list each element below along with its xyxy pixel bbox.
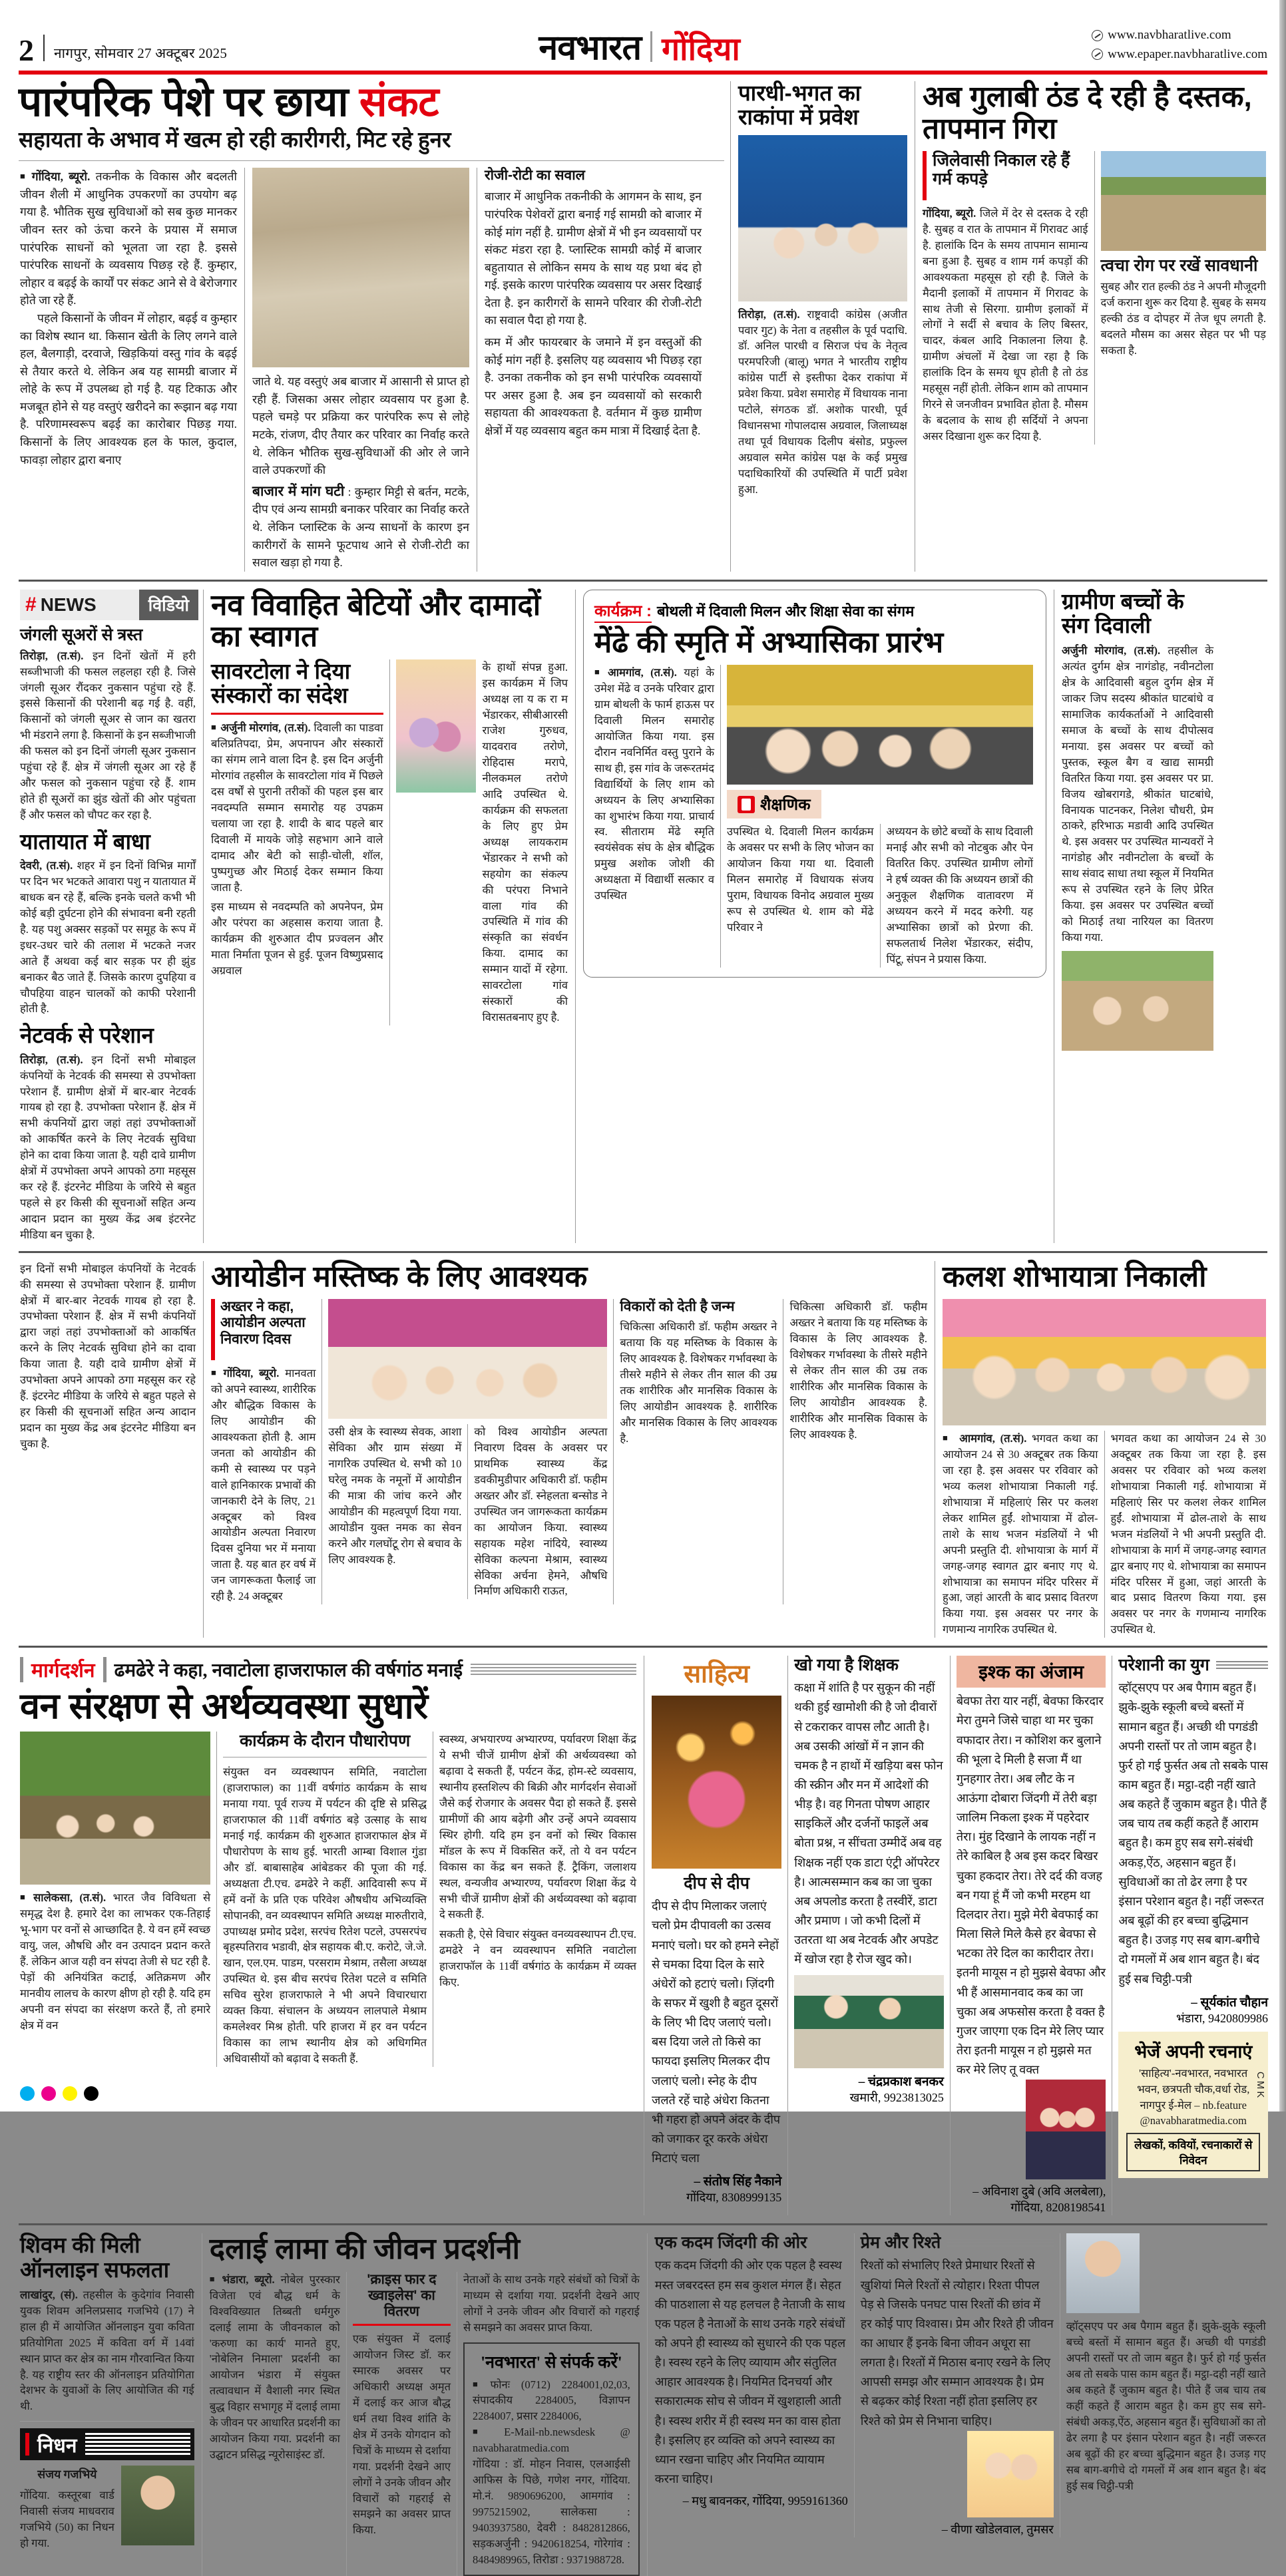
page-number: 2 bbox=[19, 33, 34, 67]
cmyk-label: CMK bbox=[1255, 2071, 1266, 2100]
politics-body: राष्ट्रवादी कांग्रेस (अजीत पवार गुट) के नेता व तहसील के पूर्व पदाधि. डॉ. अनिल पारधी व सिराज पंच के नेतृत्व परमपरिजी (बालू) भगत ने भारतीय राष्ट्रीय कांग्रेस पार्टी से इस्तीफा देकर राकांपा में प्रवेश किया. प्रवेश समारोह में विधायक नाना पटोले, संगठक डॉ. अशोक पारधी, पूर्व विधानसभा गोपालदास अग्रवाल, जिलाध्यक्ष तथा पूर्व विधायक दिलीप बंसोड, प्रफुल्ल अग्रवाल समेत कांग्रेस पक्ष के कई प्रमुख पदाधिकारियों की उपस्थिति में पार्टी प्रवेश हुआ. bbox=[738, 307, 907, 496]
politics-photo bbox=[738, 135, 907, 301]
nidhan-portrait bbox=[121, 2466, 194, 2545]
hash-icon: # bbox=[25, 593, 37, 616]
forest-subhead: कार्यक्रम के दौरान पौधारोपण bbox=[239, 1732, 411, 1751]
lama-body-2: एक संयुक्त में दलाई आयोजन जिस्ट डॉ. कर स्मारक अवसर पर अधिकारी अध्यक्ष अमृत में दलाई कर आज बौद्ध धर्म तथा विश्व शांति के क्षेत्र में उनके योगदान को चित्रों के माध्यम से दर्शाया गया. प्रदर्शनी देखने आए लोगों ने उनके जीवन और विचारों को गहराई से समझने का अवसर प्राप्त किया. bbox=[352, 2332, 451, 2537]
lama-sidehead: 'क्राइस फार द ख्वाइलेस' का वितरण bbox=[367, 2271, 437, 2320]
iodine-col-2 bbox=[328, 1299, 607, 1604]
lead-sub3-body: बाजार में आधुनिक तकनीकी के आगमन के साथ, इन पारंपरिक पेशेवरों द्वारा बनाई गई सामग्री को बाजार में कोई मांग नहीं है. ग्रामीण क्षेत्रों में भी इन व्यवसायों पर संकट मंडरा रहा है. प्लास्टिक सामग्री कोई में बाजार बहुतायात से लोकिन समय के साथ यह प्रथा बंद हो गई. इसके कारण पारंपरिक व्यवसाय पर असर दिखाई देता है. इन कारीगरों के सामने परिवार की रोजी-रोटी का सवाल पैदा हो गया है. bbox=[485, 190, 702, 327]
network-body: इन दिनों सभी मोबाइल कंपनियों के नेटवर्क की समस्या से उपभोक्ता परेशान हैं. ग्रामीण क्षेत्रों में बार-बार नेटवर्क गायब हो रहा है. उपभोक्ता परेशान हैं. क्षेत्र में सभी कंपनियों द्वारा जहां तहां उपभोक्ताओं को आकर्षित करने के लिए नेटवर्क सुविधा होने का दावा किया जाता है. यही दावे ग्रामीण क्षेत्रों में उपभोक्ता अपने आपको ठगा महसूस कर रहे हैं. इंटरनेट मीडिया के जरिये से बहुत पहले से हर किसी की सूचनाओं सहित अन्य आदान प्रदान का मुख्य केंद्र अब इंटरनेट मीडिया बन चुका है. bbox=[20, 1053, 196, 1241]
lead-sub3-head: रोजी-रोटी का सवाल bbox=[485, 168, 585, 184]
politics-dateline: तिरोड़ा, (त.सं). bbox=[738, 307, 800, 321]
news-badge-label: NEWS bbox=[40, 594, 97, 615]
traffic-body: शहर में इन दिनों विभिन्न मार्गों पर दिन भर भटकते आवारा पशु न यातायात में बाधक बन रहे हैं, बल्कि इनके चलते कभी भी कोई बड़ी दुर्घटना होने की संभावना बनी रहती है. यह पशु अक्सर सड़कों पर समूह के रूप में इधर-उधर चारे की तलाश में भटकते नजर आते हैं अथवा कई बार सड़क पर ही झुंड बनाकर बैठ जाते हैं. जिसके कारण दुपहिया व चौपहिया वाहन चालकों को काफी परेशानी होती है. bbox=[20, 859, 196, 1015]
kalash-headline: कलश शोभायात्रा निकाली bbox=[943, 1260, 1207, 1293]
bothli-body-3: अध्ययन के छोटे बच्चों के साथ दिवाली मनाई और सभी को नोटबुक और पेन वितरित किए. उपस्थित ग्रामीण लोगों ने हर्ष व्यक्त की कि अध्ययन छात्रों की अनुकूल शैक्षणिक वातावरण में अध्ययन करने में मदद करेगी. यह अभ्यासिका छात्रों को प्रेरणा की. सफलतार्थ निलेश भेंडारकर, संदीप, पिंटू, संपन ने प्रयास किया. bbox=[886, 825, 1033, 966]
lama-red-rule bbox=[353, 2324, 451, 2326]
globe-icon bbox=[1092, 49, 1103, 60]
lead-sub2-head: बाजार में मांग घटी bbox=[252, 483, 345, 499]
sahitya-logo: साहित्य bbox=[684, 1660, 750, 1689]
bothli-event-photo bbox=[727, 665, 1033, 785]
brand-separator bbox=[650, 31, 652, 62]
wedding-photo bbox=[396, 659, 476, 793]
nidhan-header bbox=[20, 2428, 194, 2460]
brand-name: नवभारत bbox=[538, 29, 642, 68]
wedding-headline: नव विवाहित बेटियों और दामादों का स्वागत bbox=[211, 588, 541, 653]
sahitya-col-2 bbox=[794, 1656, 944, 2215]
weather-body-2: सुबह और रात हल्की ठंड ने अपनी मौजूदगी दर्ज कराना शुरू कर दिया है. सुबह के समय हल्की ठंड व दोपहर में तेज धूप लगती है. बदलते मौसम का असर सेहत पर भी पड़ सकता है. bbox=[1100, 280, 1266, 357]
wedding-col-1 bbox=[211, 659, 383, 1025]
weather-body-1: जिले में देर से दस्तक दे रही है. सुबह व रात के तापमान में गिरावट आई है. हालांकि दिन के समय तापमान सामान्य बना हुआ है. सुबह व शाम गर्म कपड़ों की आवश्यकता महसूस हो रही है. जिले के मैदानी इलाकों में तापमान में गिरावट के साथ तेजी से सिरगा. ग्रामीण इलाकों में लोगों ने सर्दी से बचाव के लिए बिस्तर, चादर, कंबल आदि निकालना लिया है. ग्रामीण अंचलों में देखा जा रहा है कि हालांकि दिन के समय धूप होती है तो ठंड महसूस नहीं होती. लेकिन शाम को तापमान गिरने से जनजीवन प्रभावित होता है. मौसम के बदलाव के साथ ही सर्दियों ने अपना असर दिखाना शुरू कर दिया है. bbox=[923, 207, 1088, 443]
wedding-col3-text: के हाथों संपन्न हुआ. इस कार्यक्रम में जिप अध्यक्ष ला य क रा म भेंडारकर, सीबीआरसी राजेश गुरुधव, यादवराव तरोणे, रोहिदास मरापे, नीलकमल तरोणे आदि उपस्थित थे. कार्यक्रम की सफलता के लिए हुए प्रेम अध्यक्ष लायकराम भेंडारकर ने सभी को सहयोग का संकल्प की परंपरा निभाने वाला गांव की उपस्थिति में गांव की संस्कृति का संवर्धन किया. दामाद का सम्मान यादों में रहेगा. सावरटोला गांव संस्कारों की विरासतबनाए हुए है. bbox=[482, 660, 568, 1024]
kalash-body: भगवत कथा का आयोजन 24 से 30 अक्टूबर तक किया जा रहा है. इस अवसर पर रविवार को भव्य कलश शोभायात्रा निकाली गई. शोभायात्रा में महिलाएं सिर पर कलश लेकर शामिल हुईं. शोभायात्रा में ढोल-ताशे के साथ भजन मंडलियों ने भी अपनी प्रस्तुति दी. शोभायात्रा के मार्ग में जगह-जगह स्वागत द्वार बनाए गए थे. शोभायात्रा का समापन मंदिर परिसर में हुआ, जहां आरती के बाद प्रसाद वितरण किया गया. इस अवसर पर नगर के गणमान्य नागरिक उपस्थित थे. bbox=[943, 1432, 1098, 1636]
masthead-dateline: नागपुर, सोमवार 27 अक्टूबर 2025 bbox=[54, 45, 228, 61]
ek-kadam-author: – मधु बावनकर, गोंदिया, 9959161360 bbox=[682, 2494, 848, 2508]
boar-headline: जंगली सूअरों से त्रस्त bbox=[20, 625, 143, 644]
cyan-dot bbox=[20, 2086, 35, 2101]
masthead-left bbox=[19, 33, 228, 67]
wedding-red-rule bbox=[211, 713, 383, 715]
deep-title: दीप से दीप bbox=[684, 1874, 750, 1893]
masthead-red-rule bbox=[19, 71, 1267, 75]
teacher-place: खमारी, 9923813025 bbox=[849, 2090, 944, 2104]
shivam-body: तहसील के कुदेगांव निवासी युवक शिवम अनिलप्रसाद गजभिये (17) ने हाल ही में आयोजित ऑनलाइन युवा कविता प्रतियोगिता 2025 में कविता वर्ग में 14वां स्थान प्राप्त कर क्षेत्र का नाम गौरवान्वित किया है. यह राष्ट्रीय स्तर की ऑनलाइन प्रतियोगिता देशभर के युवाओं के लिए आयोजित की गई थी. bbox=[20, 2288, 194, 2413]
bothli-dateline: आमगांव, (त.सं). bbox=[608, 666, 677, 679]
rural-diwali-headline: ग्रामीण बच्चों के संग दिवाली bbox=[1062, 588, 1184, 638]
iodine-body-2: को विश्व आयोडीन अल्पता निवारण दिवस के अवसर पर प्राथमिक स्वास्थ्य केंद्र डवकीमुडीपार अधिकारी डॉ. फहीम अख्तर और डॉ. स्नेहलता बन्सोड ने उपस्थित जन जागरूकता कार्यक्रम का आयोजन किया. स्वास्थ्य सहायक महेश नांदिये, स्वास्थ्य सेविका कल्पना मेश्राम, स्वास्थ्य सेविका अर्चना हेमने, औषधि निर्माण अधिकारी राऊत, bbox=[474, 1425, 608, 1598]
lead-col3-tail: कम में और फायरबार के जमाने में इन वस्तुओं की कोई मांग नहीं है. इसलिए यह व्यवसाय भी पिछड़ रहा है. उनका तकनीक को इन सभी पारंपरिक व्यवसायों पर असर हुआ है. अब इन व्यवसायों को सरकारी सहायता की आवश्यकता है. वर्तमान में कुछ ग्रामीण क्षेत्रों में यह व्यवसाय बहुत कम मात्रा में दिखाई देता है. bbox=[485, 335, 702, 438]
iodine-col-3 bbox=[620, 1299, 777, 1604]
send-note: लेखकों, कवियों, रचनाकारों से निवेदन bbox=[1126, 2133, 1260, 2171]
iodine-dateline: गोंदिया, ब्यूरो. bbox=[223, 1367, 280, 1380]
weather-col-1 bbox=[923, 151, 1088, 445]
bothli-tag: कार्यक्रम : bbox=[594, 600, 652, 623]
deep-body: दीप से दीप मिलाकर जलाएं चलो प्रेम दीपावली का उत्सव मनाएं चलो। घर को हमने स्नेहों से चमका दिया दिल के सारे अंधेरों को हटाएं चलो। ज़िंदगी के सफर में खुशी है बहुत दूसरों के लिए भी दिए जलाएं चलो। बस दिया जले तो किसे का फायदा इसलिए मिलकर दीप जलाएं चलो। स्नेह के दीप जलते रहें चाहे अंधेरा कितना भी गहरा हो अपने अंदर के दीप को जगाकर दूर करके अंधेरा मिटाएं चला bbox=[652, 1899, 781, 2165]
nidhan-title: निधन bbox=[37, 2434, 77, 2457]
iodine-body-1: मानवता को अपने स्वास्थ्य, शारीरिक और बौद्धिक विकास के लिए आयोडीन की आवश्यकता होती है. आम जनता को आयोडीन की कमी से स्वास्थ्य पर पड़ने वाले हानिकारक प्रभावों की जानकारी देने के लिए, 21 अक्टूबर को विश्व आयोडीन अल्पता निवारण दिवस दुनिया भर में मनाया जाता है. यह बात हर वर्ष में जन जागरूकता फैलाई जा रही है. 24 अक्टूबर bbox=[211, 1367, 316, 1603]
lama-headline: दलाई लामा की जीवन प्रदर्शनी bbox=[209, 2233, 521, 2266]
masthead bbox=[19, 0, 1267, 68]
lead-byline: गोंदिया, ब्यूरो. bbox=[31, 170, 91, 184]
fifth-section bbox=[19, 2233, 1267, 2575]
deep-author: – संतोष सिंह नैकाने bbox=[694, 2175, 782, 2189]
rural-diwali-body: तहसील के अत्यंत दुर्गम क्षेत्र नागंडोह, नवीनटोला क्षेत्र के आदिवासी बहुल दुर्गम क्षेत्र में जाकर जिप सदस्य श्रीकांत घाटबांधे व सामाजिक कार्यकर्ताओं ने आदिवासी समाज के बच्चों के साथ दीपोत्सव मनाया. इस अवसर पर बच्चों को पुस्तक, स्कूल बैग व खाद्य सामग्री वितरित किया गया. इस अवसर पर प्रा. विजय खोबरागडे, श्रीकांत घाटबांधे, विनायक पाटनकर, निलेश चौधरी, प्रेम ठाकरे, हरिभाऊ मडावी आदि उपस्थित थे. इस अवसर पर उपस्थित मान्यवरों ने नागंडोह और नवीनटोला के बच्चों के साथ संवाद साधा तथा स्कूल में नियमित रूप से उपस्थित रहने के लिए प्रेरित किया. इस अवसर पर उपस्थित बच्चों को मिठाई तथा नारियल का वितरण किया गया. bbox=[1062, 644, 1214, 944]
bottom-runover: व्हॉट्सएप पर अब पैगाम बहुत हैं। झुके-झुके स्कूली बच्चे बस्तों में सामान बहुत हैं। अच्छी थी पगडंडी अपनी रास्तों पर तो जाम बहुत है। फुर्र हो गई फुर्सत अब तो सबके पास काम बहुत हैं। मट्ठा-दही नहीं खाते अब कहते हैं जुकाम बहुत है। पीते हैं जब चाय तब कहीं कहते हैं आराम बहुत है। कम हुए सब सगे-संबंधी अकड़,ऐंठ, अहसान बहुत हैं। सुविधाओं का तो ढेर लगा है पर इंसान परेशान बहुत है। नहीं जरूरत अब बूढ़ों की हर बच्चा बुद्धिमान बहुत है। उजड़ गए सब बाग-बगीचे दो गमलों में अब शान बहुत है। बंद हुई सब चिट्ठी-पत्री bbox=[1066, 2320, 1266, 2492]
shivam-headline: शिवम की मिली ऑनलाइन सफलता bbox=[20, 2233, 170, 2282]
kalash-story bbox=[941, 1261, 1267, 1638]
iodine-col-1 bbox=[211, 1299, 316, 1604]
kalash-photo bbox=[943, 1299, 1266, 1425]
iodine-body-3b: चिकित्सा अधिकारी डॉ. फहीम अख्तर ने बताया कि यह मस्तिष्क के विकास के लिए आवश्यक है. विशेषकर गर्भावस्था के तीसरे महीने से लेकर तीन साल की उम्र तक शारीरिक और मानसिक विकास के लिए आयोडीन आवश्यक है. शारीरिक और मानसिक विकास के लिए आवश्यक है. bbox=[789, 1300, 927, 1441]
teacher-author: – चंद्रप्रकाश बनकर bbox=[858, 2074, 944, 2089]
iodine-body-3: चिकित्सा अधिकारी डॉ. फहीम अख्तर ने बताया कि यह मस्तिष्क के विकास के लिए आवश्यक है. विशेषकर गर्भावस्था के तीसरे महीने से लेकर तीन साल की उम्र तक शारीरिक और मानसिक विकास के लिए आयोडीन आवश्यक है. शारीरिक और मानसिक विकास के लिए आवश्यक है. bbox=[620, 1320, 777, 1445]
forest-col-2 bbox=[223, 1732, 427, 2067]
lama-body-1: नोबेल पुरस्कार विजेता एवं बौद्ध धर्म के विश्वविख्यात तिब्बती धर्मगुरु दलाई लामा के जीवनकाल को 'करुणा का कार्य' मानते हुए, 'नोबेलिन निमाला' प्रदर्शनी का आयोजन भंडारा में संयुक्त तत्वावधान में वैशाली नगर स्थित बुद्ध विहार सभागृह में दलाई लामा के जीवन पर आधारित प्रदर्शनी का आयोजन किया गया. प्रदर्शनी का उद्घाटन प्रसिद्ध न्यूरोसाइंस्ट डॉ. bbox=[209, 2273, 340, 2461]
masthead-divider bbox=[43, 35, 45, 61]
network-dateline: तिरोड़ा, (त.सं). bbox=[20, 1053, 83, 1066]
politics-headline: पारधी-भगत का राकांपा में प्रवेश bbox=[738, 81, 861, 130]
lead-para-1: तकनीक के विकास और बदलती जीवन शैली में आधुनिक उपकरणों का उपयोग बढ़ गया है. भौतिक सुख सुविधाओं को सब कुछ मानकर जीवन स्तर को ऊंचा करने के प्रयास में समाज पारंपरिक साधनों को भूलता जा रहा है. इससे पारंपरिक साधनों के व्यवसाय पिछड़ रहे हैं. कुम्हार, लोहार व बढ़ई के कार्यों पर संकट आने से वे बेरोजगार होते जा रहे हैं. bbox=[20, 170, 237, 307]
lead-headline-highlight: संकट bbox=[359, 79, 439, 125]
bothli-body-1: यहां के उमेश मेंढे व उनके परिवार द्वारा ग्राम बोथली के फार्म हाऊस पर दिवाली मिलन समारोह आयोजित किया गया. इस दौरान नवनिर्मित वस्तु पुराने के साथ ही, इस गांव के जरूरतमंद विद्यार्थियों के लिए शाम को अध्ययन के लिए अभ्यासिका का शुभारंभ किया गया. प्राचार्य स्व. सीताराम मेंढे स्मृति स्वयंसेवक संघ के क्षेत्र बौद्धिक प्रमुख अशोक जोशी की अध्यक्षता में विद्यार्थी सत्कार व उपस्थित bbox=[594, 666, 715, 902]
margdarshan-bar-right bbox=[103, 1657, 107, 1682]
forest-story bbox=[19, 1656, 638, 2215]
contact-title: 'नवभारत' से संपर्क करें' bbox=[481, 2353, 622, 2372]
contact-box bbox=[463, 2342, 640, 2576]
news-video-badge[interactable] bbox=[20, 590, 198, 620]
bothli-story bbox=[582, 590, 1048, 1243]
website-main[interactable]: www.navbharatlive.com bbox=[1108, 28, 1231, 42]
lead-col-2 bbox=[251, 168, 471, 572]
rural-diwali-story bbox=[1060, 590, 1215, 1243]
ek-kadam-column bbox=[655, 2233, 848, 2537]
nidhan-body: गोंदिया. कस्तूरबा वार्ड निवासी संजय माधवराव गजभिये (50) का निधन हो गया. bbox=[20, 2488, 114, 2549]
fourth-section bbox=[19, 1656, 1267, 2215]
weather-headline: अब गुलाबी ठंड दे रही है दस्तक, तापमान गिरा bbox=[923, 81, 1252, 145]
shaikshanik-label: शैक्षणिक bbox=[760, 796, 811, 815]
bothli-col-1 bbox=[594, 665, 714, 967]
boar-body: इन दिनों खेतों में हरी सब्जीभाजी की फसल लहलहा रही है. जिसे जंगली सूअर रौंदकर नुकसान पहुंचा रहे हैं. इससे किसानों की परेशानी बढ़ गई है. वहीं, किसानों को जंगली सूअर से जान का खतरा भी मंडराने लगा है. किसानों के इन सब्जीभाजी की फसल को इन दिनों जंगली सूअर नुकसान पहुंचा रहे हैं. क्षेत्र में जंगली सूअर आ रहे हैं और फसल को नुकसान पहुंचा रहे हैं. शाम होते ही सूअरों का झुंड खेतों की ओर पहुंचता हैं और फसल को चौपट कर रहा है. bbox=[20, 649, 196, 821]
forest-body-2: संयुक्त वन व्यवस्थापन समिति, नवाटोला (हाजराफाल) का 11वीं वर्षगांठ कार्यक्रम के साथ मनाया गया. पूर्व राज्य में पर्यटन की दृष्टि से प्रसिद्ध हाजराफाल की 11वीं वर्षगांठ बड़े उत्साह के साथ मनाई गई. कार्यक्रम की शुरुआत हाजराफाल क्षेत्र में पौधारोपण के साथ हुई. भारती आम्बा विशाल गुंडा और डॉ. बाबासाहेब आंबेडकर की पूजा की गई. अध्यक्षता टी.एच. ढमढेरे ने कहीं. आदिवासी रूप में हमें वनों के प्रति एक परिवेश औषधीय अभिव्यक्ति सोपानकी, वन व्यवस्थापन समिति अध्यक्ष मारुतीरावे, उपाध्यक्ष प्रमोद प्रदेश, सरपंच रितेश पटले, उपसरपंच बृहस्पतिराव भडावी, क्षेत्र सहायक बी.ए. करोटे, जे.जे. खान, एल.एम. पाडम, परसराम मेश्राम, तसैला अध्यक्ष उपस्थित थे. इस बीच सरपंच रितेश पटले व समिति सचिव सुरेश हाजराफाले ने भी अपने विचारधारा व्यक्त किया. संचालन के अध्ययन लालपाले मेश्राम कमलेश्वर मिश्र होती. परि हाजरा में हर वन पर्यटन विकास का लाभ स्थानीय क्षेत्र को अधिगमित अधिवासीयों को बढ़ावा दे सकती हैं. bbox=[223, 1765, 427, 2065]
forest-dateline: सालेकसा, (त.सं). bbox=[33, 1891, 107, 1905]
pareshani-header bbox=[1118, 1656, 1268, 1674]
wedding-body-1: दिवाली का पाडवा बलिप्रतिपदा, प्रेम, अपनापन और संस्कारों का संगम लाने वाला दिन है. इस दिन अर्जुनी मोरगांव तहसील के सावरटोला गांव में पिछले दस वर्षों से पुरानी तरीकों की पहल इस बार नवदम्पति सम्मान समारोह यह उपक्रम चलाया जा रहा है. शादी के बाद पहले बार दिवाली में मायके जोड़े सहभाग आने वाले दामाद और बेटी को साड़ी-चोली, शॉल, पुष्पगुच्छ और मिठाई देकर सम्मान किया जाता है. bbox=[211, 721, 383, 894]
weather-dateline: गोंदिया, ब्यूरो. bbox=[923, 207, 976, 220]
contact-email[interactable]: E-Mail-nb.newsdesk @ navabharatmedia.com bbox=[473, 2426, 630, 2455]
love-illustration bbox=[1026, 2080, 1106, 2179]
prem-author: – वीणा खोडेलवाल, तुमसर bbox=[941, 2522, 1054, 2536]
weather-story bbox=[921, 81, 1267, 572]
news-video-column bbox=[19, 590, 197, 1243]
politics-story bbox=[737, 81, 909, 572]
iodine-col-4 bbox=[789, 1299, 927, 1604]
sahitya-col-4 bbox=[1118, 1656, 1268, 2215]
prem-title: प्रेम और रिश्ते bbox=[860, 2233, 941, 2253]
send-submissions-box bbox=[1118, 2032, 1268, 2179]
forest-headline: वन संरक्षण से अर्थव्यवस्था सुधारें bbox=[20, 1686, 428, 1727]
network-headline: नेटवर्क से परेशान bbox=[20, 1023, 154, 1048]
shaikshanik-badge bbox=[727, 790, 821, 819]
send-body: 'साहित्य'-नवभारत, नवभारत भवन, छत्रपती चौक,वर्धा रोड, नागपुर ई-मेल – nb.feature @navabharatmedia.com bbox=[1137, 2066, 1250, 2127]
craftsman-photo bbox=[252, 168, 469, 367]
ishq-author: – अविनाश दुबे (अवि अलबेला), गोंदिया, 8208198541 bbox=[972, 2185, 1106, 2215]
third-left-spacer bbox=[19, 1261, 197, 1638]
page-edge-shadow bbox=[1279, 0, 1286, 2112]
lead-para-2: पहले किसानों के जीवन में लोहार, बढ़ई व कुम्हार का विशेष स्थान था. किसान खेती के लिए लगने वाले हल, बैलगाड़ी, दरवाजे, खिड़कियां वस्तु गांव के बढ़ई से तैयार करते थे. लेकिन अब यह सामग्री बाजार में लोहे के रूप में उपलब्ध हो गई है. यह टिकाऊ और मजबूत होने से यह वस्तुएं खरीदने का रूझान बढ़ गया है. परिणामस्वरूप बढ़ई का कारोबार पिछड़ गया. किसानों के लिए आवश्यक हल के फाल, कुदाल, फावड़ा लोहार द्वारा बनाए bbox=[20, 311, 237, 466]
margdarshan-label: मार्गदर्शन bbox=[31, 1660, 95, 1682]
third-left-runover: इन दिनों सभी मोबाइल कंपनियों के नेटवर्क की समस्या से उपभोक्ता परेशान हैं. ग्रामीण क्षेत्रों में बार-बार नेटवर्क गायब हो रहा है. उपभोक्ता परेशान हैं. क्षेत्र में सभी कंपनियों द्वारा जहां तहां उपभोक्ताओं को आकर्षित करने के लिए नेटवर्क सुविधा होने का दावा किया जाता है. यही दावे ग्रामीण क्षेत्रों में उपभोक्ता अपने आपको ठगा महसूस कर रहे हैं. इंटरनेट मीडिया के जरिये से बहुत पहले से हर किसी की सूचनाओं सहित अन्य आदान प्रदान का मुख्य केंद्र अब इंटरनेट मीडिया बन चुका है. bbox=[20, 1262, 196, 1450]
wedding-story bbox=[210, 590, 569, 1243]
sahitya-col-1 bbox=[652, 1656, 781, 2215]
forest-body-4: सकती है, ऐसे विचार संयुक्त वनव्यवस्थापन टी.एच. ढमढेरे ने वन व्यवस्थापन समिति नवाटोला हाजराफॉल के 11वीं वर्षगांठ के कार्यक्रम में व्यक्त किए. bbox=[439, 1928, 636, 1989]
prem-rule bbox=[947, 2239, 1054, 2247]
iodine-story bbox=[210, 1261, 929, 1638]
black-dot bbox=[84, 2086, 99, 2101]
lama-col-1 bbox=[210, 2272, 340, 2576]
ishq-body: बेवफा तेरा यार नहीं, बेवफा किरदार मेरा तुमने जिसे चाहा था मर चुका वफादार तेरा। न कोशिश कर बुलाने की भूला दे मिली है सजा मैं था गुनहगार तेरा। अब लौट के न आऊंगा दोबारा जिंदगी में तेरी बड़ा जालिम निकला इश्क में पहरेदार तेरा। मुंह दिखाने के लायक नहीं न तेरे काबिल है अब इस कदर बिखर चुका हकदार तेरा। तेरे दर्द की वजह बन गया हूं मैं जो कभी मरहम था दिलदार तेरा। मुझे मेरी बेवफाई का मिला सिले मिले कैसे हर बेवफा से भटका तेरे दिल का कारीदार तेरा। इतनी मायूस न हो मुझसे बेवफा और भी हैं आसमानवाद कब का जा चुका अब अफसोस करता है वक्त है गुजर जाएगा एक दिन मेरे लिए प्यार तेरा इतनी मायूस न हो मुझसे मत कर मेरे लिए तू वक्त bbox=[956, 1694, 1106, 2077]
kalash-body-b: भगवत कथा का आयोजन 24 से 30 अक्टूबर तक किया जा रहा है. इस अवसर पर रविवार को भव्य कलश शोभायात्रा निकाली गई. शोभायात्रा में महिलाएं सिर पर कलश लेकर शामिल हुईं. शोभायात्रा में ढोल-ताशे के साथ भजन मंडलियों ने भी अपनी प्रस्तुति दी. शोभायात्रा के मार्ग में जगह-जगह स्वागत द्वार बनाए गए थे. शोभायात्रा का समापन मंदिर परिसर में हुआ, जहां आरती के बाद प्रसाद वितरण किया गया. इस अवसर पर नगर के गणमान्य नागरिक उपस्थित थे. bbox=[1110, 1432, 1266, 1636]
wedding-body-2: इस माध्यम से नवदम्पति को अपनेपन, प्रेम और परंपरा का अहसास कराया जाता है. कार्यक्रम की शुरुआत दीप प्रज्वलन और माता निर्माता पूजन से हुई. पूजन विष्णुप्रसाद अग्रवाल bbox=[211, 900, 383, 978]
lead-columns bbox=[19, 168, 724, 572]
lama-col-2 bbox=[353, 2272, 451, 2576]
magenta-dot bbox=[41, 2086, 56, 2101]
shivam-dateline: लाखांदुर, (सं). bbox=[20, 2288, 78, 2301]
lama-col-3 bbox=[463, 2272, 640, 2576]
wedding-dateline: अर्जुनी मोरगांव, (त.सं). bbox=[220, 721, 311, 735]
pareshani-title: परेशानी का युग bbox=[1118, 1656, 1209, 1675]
margdarshan-text: ढमढेरे ने कहा, नवाटोला हाजराफाल की वर्षगांठ मनाई bbox=[114, 1660, 463, 1681]
contact-phones[interactable]: फोनः (0712) 2284001,02,03, संपादकीय 2284005, विज्ञापन 2284007, प्रसार 2284006, bbox=[473, 2378, 630, 2423]
pareshani-place: भंडारा, 9420809986 bbox=[1176, 2011, 1269, 2025]
weather-col-2 bbox=[1101, 151, 1267, 445]
lama-dateline: भंडारा, ब्यूरो. bbox=[222, 2273, 275, 2286]
forest-body-1: भारत जैव विविधता से समृद्ध देश है. हमारे देश का लाभकर एक-तिहाई भू-भाग पर वनों से आच्छादित है. ये वन हमें स्वच्छ वायु, जल, औषधि और वन उत्पादन प्रदान करते हैं. लेकिन आज यही वन संपदा तेजी से घट रही है. पेड़ों की अनियंत्रित कटाई, अतिक्रमण और मानवीय लालच के कारण क्षीण हो रही है. यदि हम अपनी वन संपदा का संरक्षण करते हैं, तो हमारे क्षेत्र में वन bbox=[20, 1891, 211, 2032]
lead-headline bbox=[19, 81, 724, 123]
prem-body: रिश्तों को संभालिए रिश्ते प्रेमाधार रिश्तों से खुशियां मिले रिश्तों से त्योहार। रिश्ता पीपल पेड़ से जिसके पनघट पास रिश्तों की छांव में हर कोई पाए विश्वास। प्रेम और रिश्ते ही जीवन का आधार हैं इनके बिना जीवन अधूरा सा लगता है। रिश्तों में मिठास बनाए रखने के लिए आपसी समझ और सम्मान आवश्यक है। प्रेम से बढ़कर कोई रिश्ता नहीं होता इसलिए हर रिश्ते को प्रेम से निभाना चाहिए। bbox=[860, 2259, 1054, 2428]
lead-col-3 bbox=[483, 168, 703, 572]
lama-story bbox=[208, 2233, 641, 2575]
traffic-dateline: देवरी, (त.सं). bbox=[20, 859, 73, 872]
pareshani-rule bbox=[1216, 1661, 1268, 1669]
wedding-subhead: सावरटोला ने दिया संस्कारों का संदेश bbox=[211, 658, 351, 708]
bothli-body-2: उपस्थित थे. दिवाली मिलन कार्यक्रम के अवसर पर सभी के लिए भोजन का आयोजन किया गया था. दिवाली मिलन समारोह में विधायक संजय पुराम, विधायक विनोद अग्रवाल मुख्य रूप से उपस्थित थे. शाम को मेंढे परिवार ने bbox=[727, 825, 874, 934]
boar-dateline: तिरोड़ा, (त.सं). bbox=[20, 649, 84, 662]
bottom-sahitya bbox=[654, 2233, 1267, 2575]
lead-headline-part1: पारंपरिक पेशे पर छाया bbox=[19, 79, 359, 125]
pareshani-author: – सूर्यकांत चौहान bbox=[1191, 1995, 1269, 2010]
margdarshan-rule-lines bbox=[471, 1664, 636, 1675]
prem-header bbox=[861, 2233, 1054, 2252]
bottom-right-column bbox=[1066, 2233, 1266, 2537]
lead-col-1 bbox=[19, 168, 238, 572]
edition-name: गोंदिया bbox=[662, 31, 740, 67]
lead-story bbox=[19, 81, 724, 572]
bothli-col-2 bbox=[727, 665, 1033, 967]
iodine-sidehead: अख्तर ने कहा, आयोडीन अल्पता निवारण दिवस bbox=[220, 1299, 306, 1347]
rural-kids-photo bbox=[1062, 951, 1213, 1051]
iodine-headline: आयोडीन मस्तिष्क के लिए आवश्यक bbox=[211, 1260, 588, 1293]
ishq-title: इश्क का अंजाम bbox=[957, 1656, 1106, 1688]
lama-body-3: नेताओं के साथ उनके गहरे संबंधों को चित्रों के माध्यम से दर्शाया गया. प्रदर्शनी देखने आए लोगों ने उनके जीवन और विचारों को गहराई से समझने का अवसर प्राप्त किया. bbox=[463, 2273, 640, 2334]
iodine-event-photo bbox=[328, 1299, 607, 1419]
weather-sidehead: जिलेवासी निकाल रहे हैं गर्म कपड़े bbox=[933, 151, 1070, 189]
nidhan-stripes bbox=[85, 2433, 190, 2456]
couple-illustration bbox=[967, 2431, 1054, 2517]
book-icon bbox=[738, 796, 755, 813]
lead-subhead: सहायता के अभाव में खत्म हो रही कारीगरी, मिट रहे हुनर bbox=[19, 128, 451, 153]
teacher-title: खो गया है शिक्षक bbox=[794, 1656, 899, 1675]
contact-offices[interactable]: गोंदिया : डॉ. मोहन निवास, एलआईसी आफिस के पिछे, गणेश नगर, गोंदिया. मो.नं. 9890696200, आमगांव : 9975215902, सालेकसा : 9403937580, देवरी : 8482812866, सड़कअर्जुनी : 9420618254, गोरेगांव : 8484989965, तिरोडा : 9371988728. bbox=[473, 2458, 630, 2566]
wedding-col-2 bbox=[396, 659, 568, 1025]
margdarshan-header bbox=[20, 1656, 636, 1683]
nidhan-accent bbox=[25, 2433, 29, 2456]
lead-sub2-body: : कुम्हार मिट्टी से बर्तन, मटके, दीप एवं अन्य सामग्री बनाकर परिवार का निर्वाह करते थे. लेकिन प्लास्टिक के अन्य साधनों के कारण इन कारीगरों के सामने फूटपाथ आने से रोजी-रोटी का सवाल खड़ा हो गया है. bbox=[252, 484, 470, 570]
rural-diwali-dateline: अर्जुनी मोरगांव, (त.सं). bbox=[1062, 644, 1161, 657]
margdarshan-bar-left bbox=[20, 1657, 23, 1682]
pareshani-body: व्हॉट्सएप पर अब पैगाम बहुत हैं। झुके-झुके स्कूली बच्चे बस्तों में सामान बहुत हैं। अच्छी थी पगडंडी अपनी रास्तों पर तो जाम बहुत है। फुर्र हो गई फुर्सत अब तो सबके पास काम बहुत हैं। मट्ठा-दही नहीं खाते अब कहते हैं जुकाम बहुत है। पीते हैं जब चाय तब कहीं कहते हैं आराम बहुत है। कम हुए सब सगे-संबंधी अकड़,ऐंठ, अहसान बहुत हैं। सुविधाओं का तो ढेर लगा है पर इंसान परेशान बहुत है। नहीं जरूरत अब बूढ़ों की हर बच्चा बुद्धिमान बहुत है। उजड़ गए सब बाग-बगीचे दो गमलों में अब शान बहुत है। बंद हुई सब चिट्ठी-पत्री bbox=[1118, 1681, 1268, 1986]
classroom-photo bbox=[794, 1975, 944, 2068]
yellow-dot bbox=[63, 2086, 77, 2101]
third-section bbox=[19, 1261, 1267, 1638]
author-portrait bbox=[1066, 2233, 1140, 2313]
iodine-body-4: उसी क्षेत्र के स्वास्थ्य सेवक, आशा सेविका और ग्राम संख्या में नागरिक उपस्थित थे. सभी को 10 घरेलु नमक के नमूनों में आयोडीन की मात्रा की जांच करने और आयोडीन की महत्वपूर्ण दिया गया. आयोडीन युक्त नमक का सेवन करने और गलघोंटू रोग से बचाव के लिए आवश्यक है. bbox=[328, 1425, 462, 1566]
send-title: भेजें अपनी रचनाएं bbox=[1134, 2041, 1253, 2062]
sahitya-col-3 bbox=[957, 1656, 1106, 2215]
iodine-accent-bar bbox=[211, 1299, 215, 1360]
second-section bbox=[19, 590, 1267, 1243]
village-photo bbox=[1101, 151, 1267, 251]
teacher-body: कक्षा में शांति है पर सुकून की नहीं थकी हुई खामोशी की है जो दीवारों से टकराकर वापस लौट आती है। अब उसकी आंखों में न ज्ञान की चमक है न हाथों में खड़िया बस फोन की स्क्रीन और मन में आदेशों की भीड़ है। वह गिनता पोषण आहार साइकिलें और दर्जनों फाइलें अब बोता प्रश्न, न सींचता उम्मीदें अब वह शिक्षक नहीं एक डाटा एंट्री ऑपरेटर है। आत्मसम्मान कब का जा चुका अब अपलोड करता है तस्वीरें, डाटा और प्रमाण । जो कभी दिलों में उतरता था अब नेटवर्क और अपडेट में खोज रहा है रोज खुद को। bbox=[794, 1681, 943, 1966]
prem-column bbox=[861, 2233, 1054, 2537]
forest-body-3: स्वस्थ्य, अभयारण्य अभ्यारण्य, पर्यावरण शिक्षा केंद्र ये सभी चीजें ग्रामीण क्षेत्रों की अर्थव्यवस्था को बढ़ावा दे सकती हैं, पर्यटन केंद्र, होम-स्टे व्यवसाय, स्थानीय हस्तशिल्प की बिक्री और मार्गदर्शन सेवाओं जैसे कई रोजगार के अवसर पैदा हो सकते हैं. इससे ग्रामीणों की आय बढ़ेगी और उन्हें अपने व्यवसाय स्थिर होगी. यदि हम इन वनों को स्थिर विकास मॉडल के रूप में विकसित करें, तो ये वन पर्यटन विकास का केंद्र बन सकते हैं. ट्रैकिंग, जलाशय स्थल, वन्यजीव अभ्यारण्य, पर्यावरण शिक्षा केंद्र ये सभी चीजें ग्रामीण क्षेत्रों की अर्थव्यवस्था को बढ़ावा दे सकती हैं. bbox=[439, 1733, 636, 1921]
iodine-sidehead-2: विकारों को देती है जन्म bbox=[620, 1299, 735, 1315]
ek-kadam-body: एक कदम जिंदगी की ओर एक पहल है स्वस्थ मस्त जबरदस्त हम सब कुशल मंगल हैं। सेहत की पाठशाला से यह हलचल है नेताजी के साथ एक पहल है नेताओं के साथ उनके गहरे संबंधों को अपने ही स्वास्थ्य को सुधारने की एक पहल है। स्वस्थ रहने के लिए व्यायाम और संतुलित आहार आवश्यक है। नियमित दिनचर्या और सकारात्मक सोच से जीवन में खुशहाली आती है। स्वस्थ शरीर में ही स्वस्थ मन का वास होता है। इसलिए हर व्यक्ति को अपने स्वास्थ्य का ध्यान रखना चाहिए और नियमित व्यायाम करना चाहिए। bbox=[654, 2259, 846, 2486]
cmyk-registration-marks bbox=[20, 2086, 99, 2101]
masthead-logo bbox=[538, 29, 740, 68]
nidhan-name: संजय गजभिये bbox=[37, 2468, 97, 2482]
globe-icon bbox=[1092, 30, 1103, 41]
weather-accent-bar bbox=[923, 151, 927, 200]
masthead-websites bbox=[1092, 26, 1267, 64]
forest-col-3 bbox=[439, 1732, 636, 2067]
forest-event-photo bbox=[20, 1732, 210, 1885]
bothli-headline: मेंढे की स्मृति में अभ्यासिका प्रारंभ bbox=[594, 626, 944, 659]
diya-photo bbox=[652, 1696, 781, 1869]
lead-col2-text: जाते थे. यह वस्तुएं अब बाजार में आसानी से प्राप्त हो रही हैं. जिसका असर लोहार व्यवसाय पर हुआ है. पहले चमड़े पर प्रक्रिया कर पारंपरिक रूप से लोहे मटके, रांजण, दीए तैयार कर परिवार का निर्वाह करते थे. लेकिन भौतिक सुख-सुविधाओं की ओर ले जाने वाले उपकरणों की bbox=[252, 375, 469, 477]
deep-place: गोंदिया, 8308999135 bbox=[686, 2191, 782, 2205]
traffic-headline: यातायात में बाधा bbox=[20, 828, 150, 854]
kalash-dateline: आमगांव, (त.सं). bbox=[959, 1432, 1027, 1445]
forest-col-1 bbox=[20, 1732, 210, 2067]
bothli-tag-row bbox=[594, 600, 1035, 623]
sahitya-section bbox=[650, 1656, 1269, 2215]
video-badge-label: विडियो bbox=[139, 590, 198, 620]
shivam-column bbox=[19, 2233, 196, 2575]
bothli-tag-text: बोथली में दिवाली मिलन और शिक्षा सेवा का संगम bbox=[657, 602, 915, 620]
weather-sidehead-2: त्वचा रोग पर रखें सावधानी bbox=[1100, 256, 1258, 276]
ek-kadam-title: एक कदम जिंदगी की ओर bbox=[654, 2233, 807, 2253]
website-epaper[interactable]: www.epaper.navbharatlive.com bbox=[1108, 47, 1267, 61]
top-section bbox=[19, 81, 1267, 572]
